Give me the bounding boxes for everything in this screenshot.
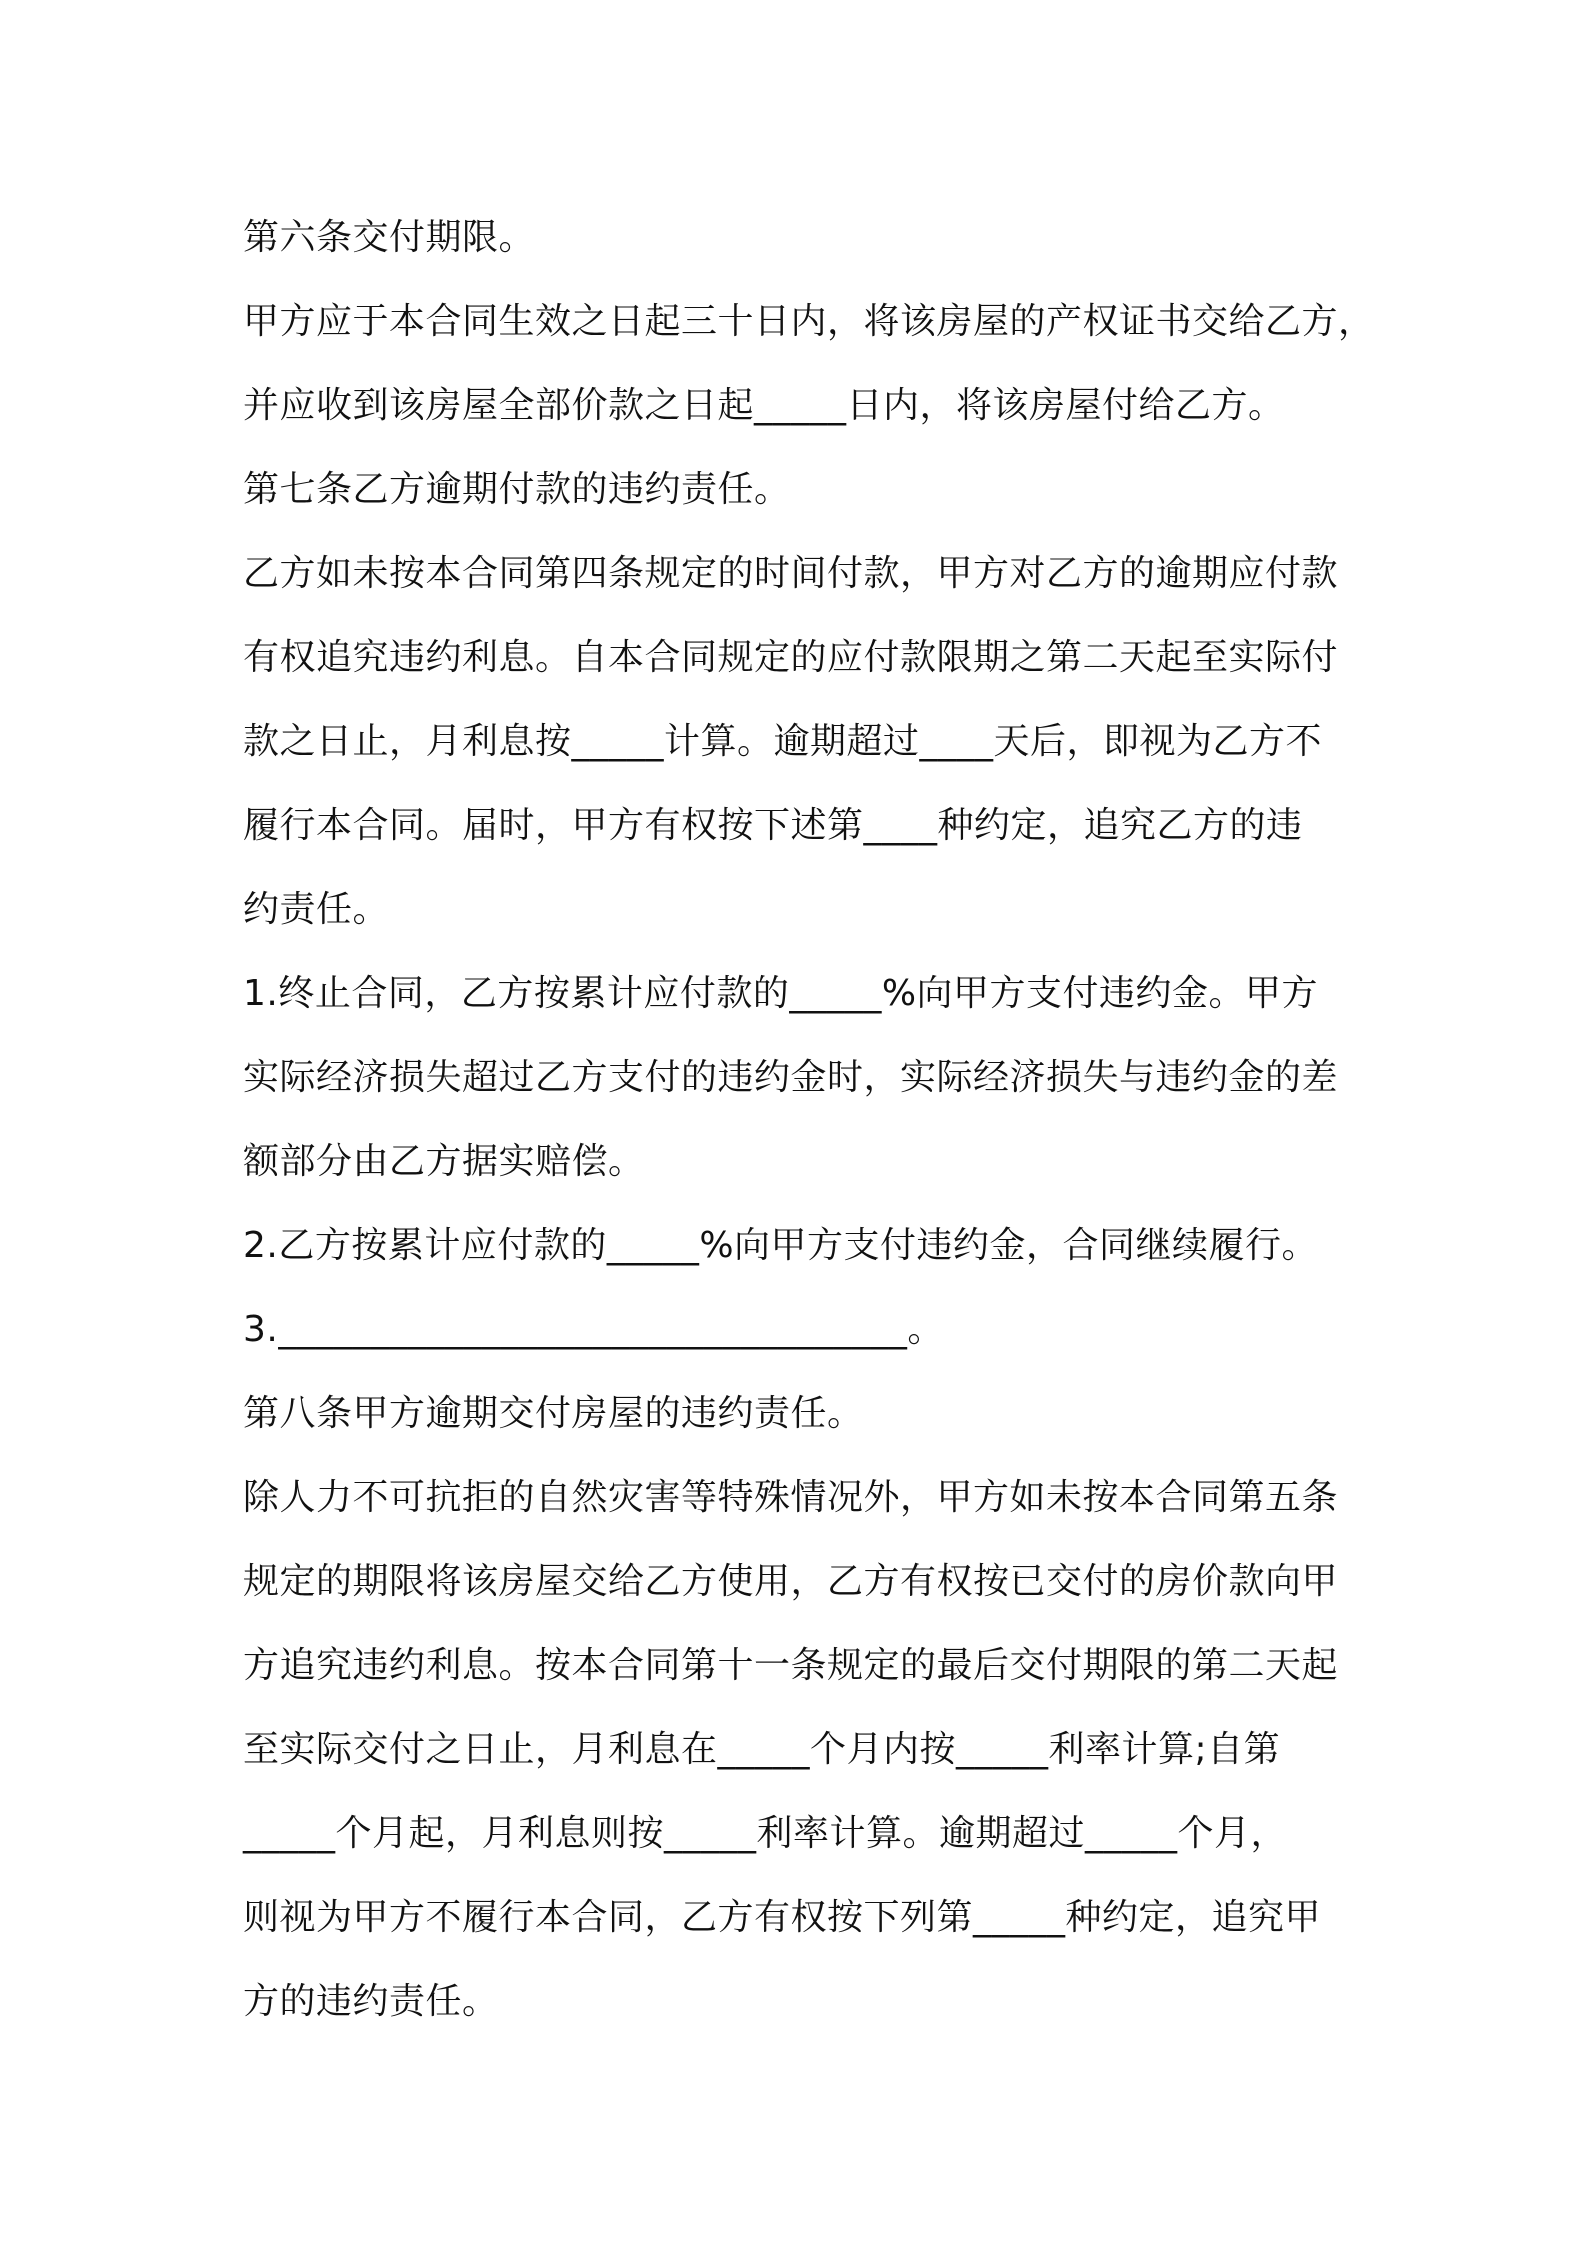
article-7-heading: 第七条乙方逾期付款的违约责任。 [243, 469, 791, 510]
paragraph-line: 方的违约责任。 [243, 1981, 499, 2022]
paragraph-line: _____个月起，月利息则按_____利率计算。逾期超过_____个月， [243, 1813, 1288, 1854]
clause-1-line: 1.终止合同，乙方按累计应付款的_____%向甲方支付违约金。甲方 [243, 973, 1319, 1014]
paragraph-line: 履行本合同。届时，甲方有权按下述第____种约定，追究乙方的违 [243, 805, 1303, 846]
paragraph-line: 至实际交付之日止，月利息在_____个月内按_____利率计算;自第 [243, 1729, 1281, 1770]
paragraph-line: 除人力不可抗拒的自然灾害等特殊情况外，甲方如未按本合同第五条 [243, 1477, 1339, 1518]
paragraph-line: 有权追究违约利息。自本合同规定的应付款限期之第二天起至实际付 [243, 637, 1339, 678]
paragraph-line: 乙方如未按本合同第四条规定的时间付款，甲方对乙方的逾期应付款 [243, 553, 1339, 594]
paragraph-line: 款之日止，月利息按_____计算。逾期超过____天后，即视为乙方不 [243, 721, 1323, 762]
article-8-heading: 第八条甲方逾期交付房屋的违约责任。 [243, 1393, 864, 1434]
paragraph-line: 并应收到该房屋全部价款之日起_____日内，将该房屋付给乙方。 [243, 385, 1285, 426]
paragraph-line: 额部分由乙方据实赔偿。 [243, 1141, 645, 1182]
paragraph-line: 方追究违约利息。按本合同第十一条规定的最后交付期限的第二天起 [243, 1645, 1339, 1686]
paragraph-line: 约责任。 [243, 889, 390, 930]
document-body [243, 196, 1383, 2044]
paragraph-line: 则视为甲方不履行本合同，乙方有权按下列第_____种约定，追究甲 [243, 1897, 1322, 1938]
clause-2-line: 2.乙方按累计应付款的_____%向甲方支付违约金，合同继续履行。 [243, 1225, 1319, 1266]
paragraph-line: 甲方应于本合同生效之日起三十日内，将该房屋的产权证书交给乙方， [243, 301, 1375, 342]
clause-3-line: 3.__________________________________。 [243, 1309, 944, 1350]
paragraph-line: 规定的期限将该房屋交给乙方使用，乙方有权按已交付的房价款向甲 [243, 1561, 1339, 1602]
article-6-heading: 第六条交付期限。 [243, 217, 536, 258]
paragraph-line: 实际经济损失超过乙方支付的违约金时，实际经济损失与违约金的差 [243, 1057, 1339, 1098]
